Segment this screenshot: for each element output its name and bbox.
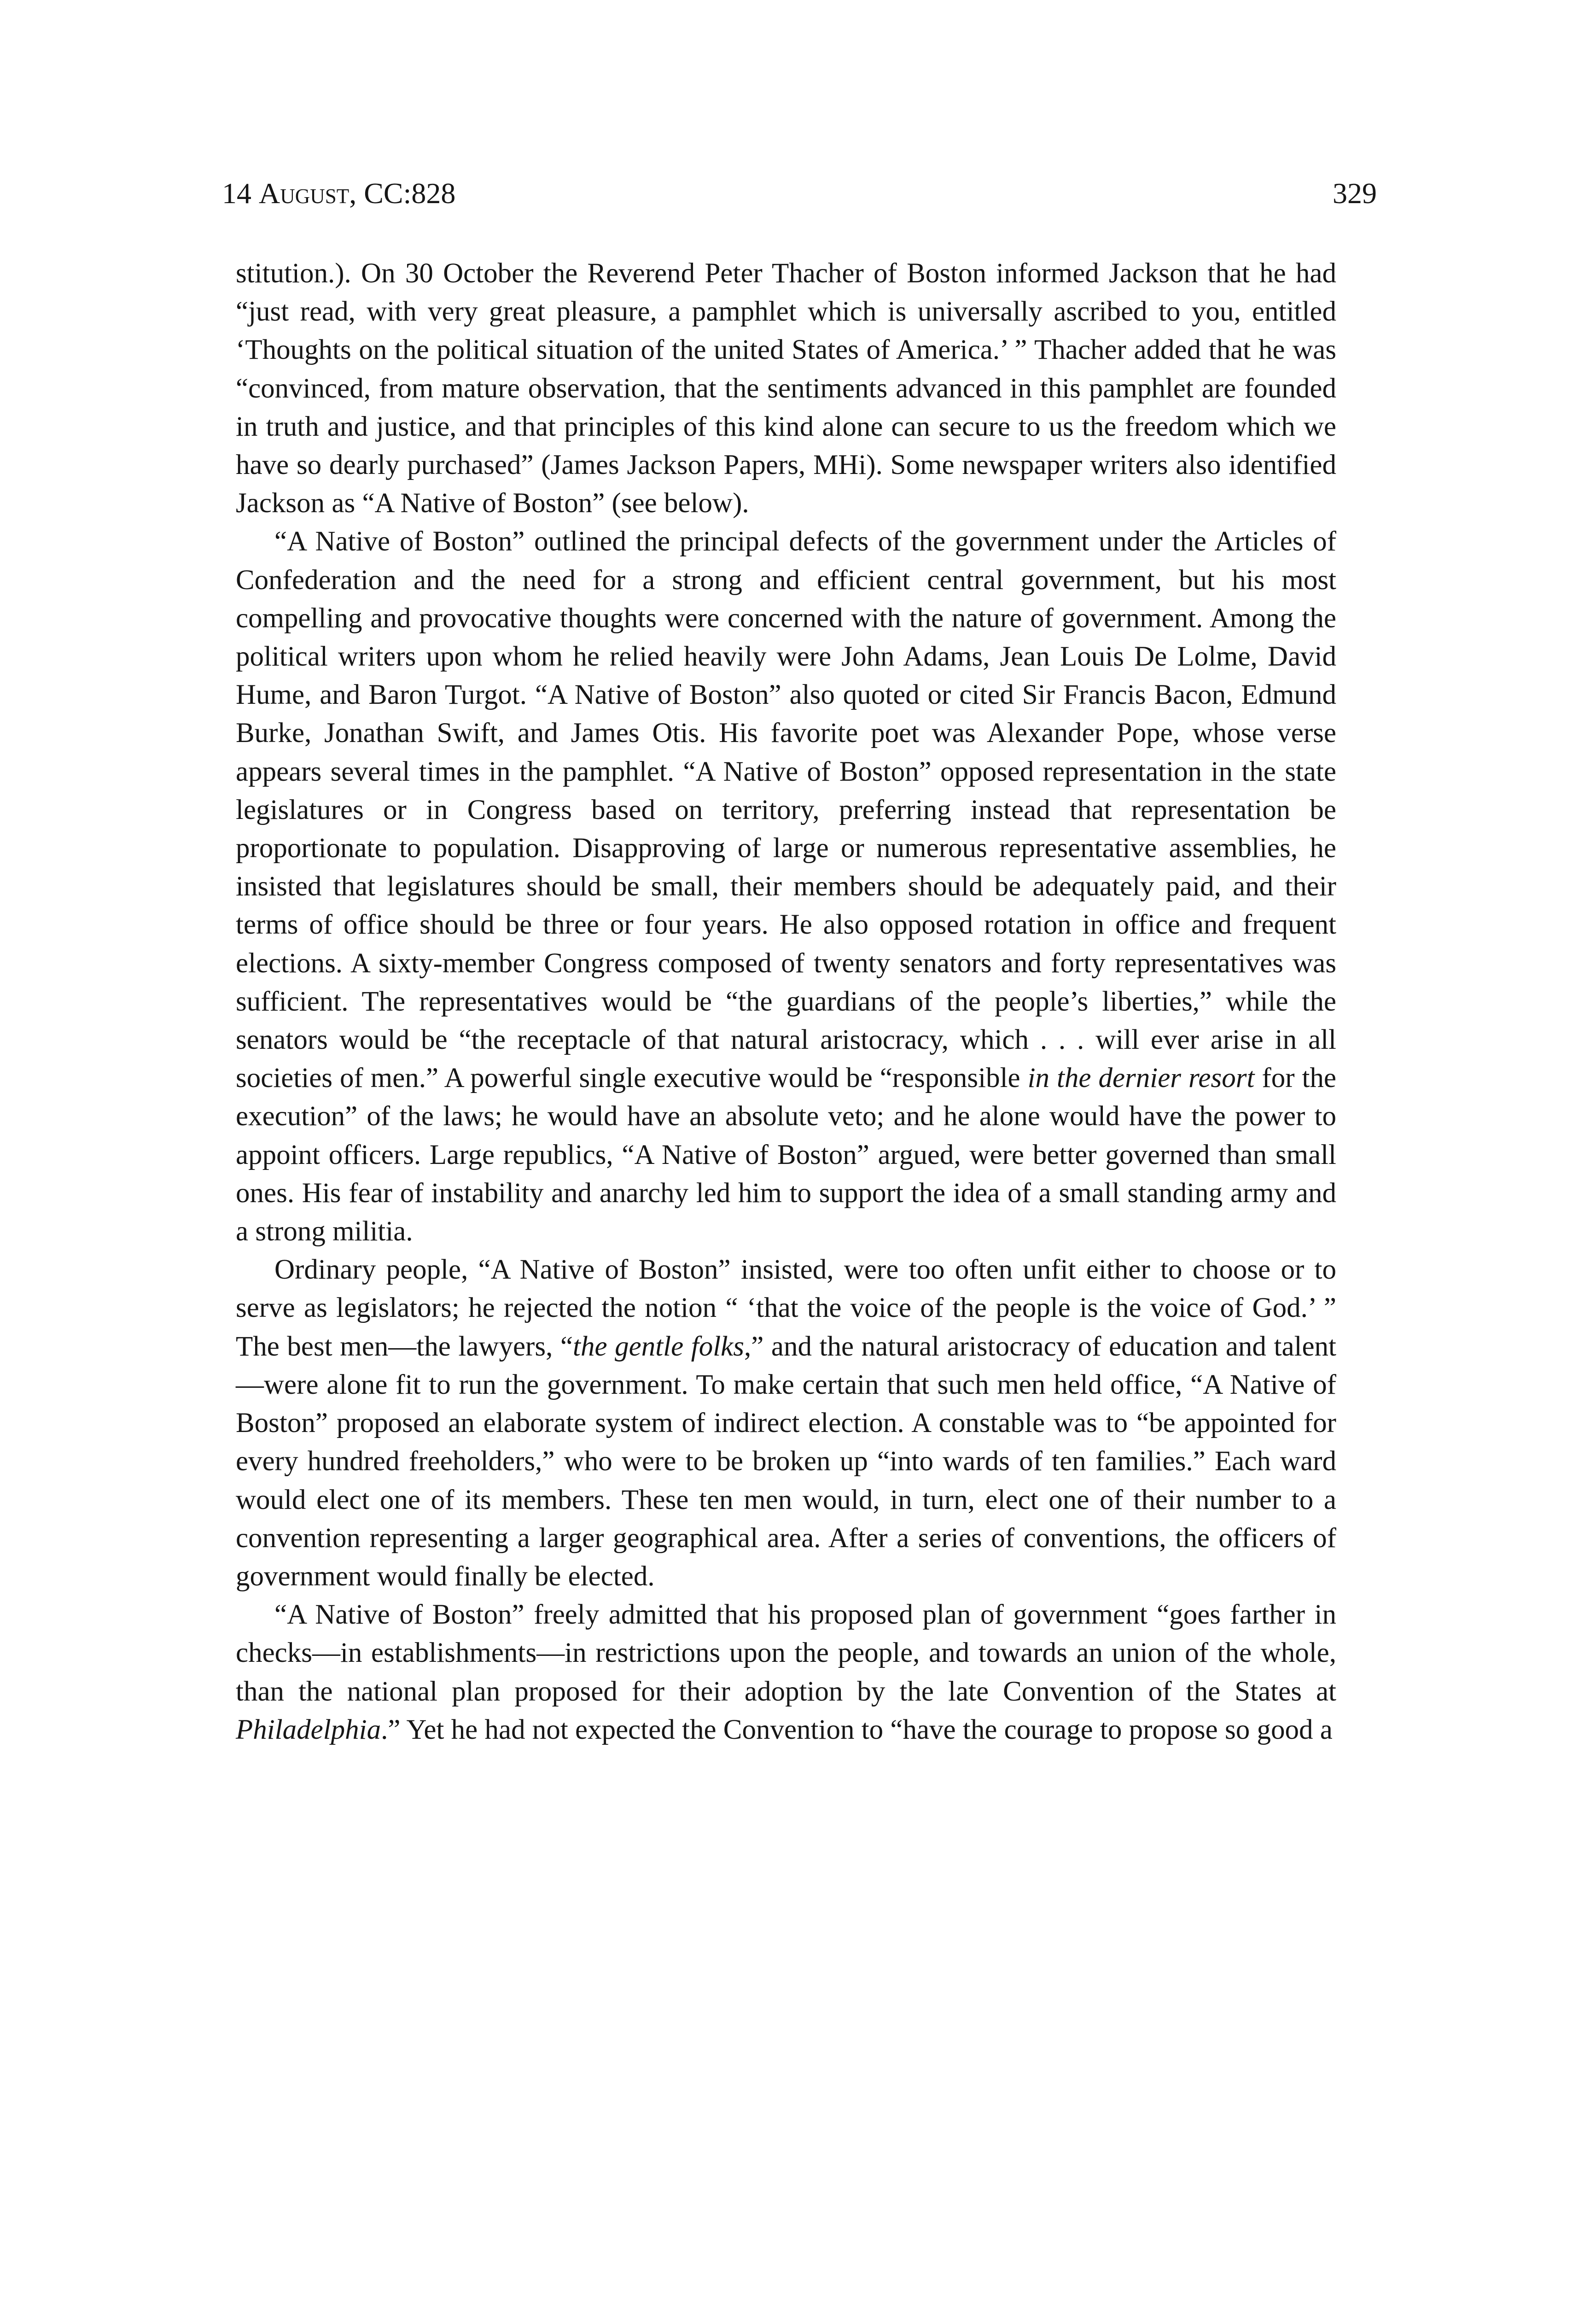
header-date: 14 (222, 177, 259, 210)
running-head (222, 171, 1377, 216)
header-citation: , CC:828 (349, 177, 456, 210)
text-run: stitution.). On 30 October the Reverend Peter Thacher of Boston informed Jackson that he had “just read, with very great pleasure, a pamphlet which is universally ascribed to you, entitled ‘Thoughts on the political situation of the united States of America.’ ” Thacher added that he was “convinced, from mature observation, that the sentiments advanced in this pamphlet are founded in truth and justice, and that principles of this kind alone can secure to us the freedom which we have so dearly purchased” (James Jackson Papers, MHi). Some newspaper writers also identified Jackson as “A Native of Boston” (see below). (236, 258, 1336, 519)
paragraph-native-of-boston-outline (236, 522, 1336, 1251)
italic-text-run: the gentle folks (573, 1331, 744, 1362)
page-number: 329 (1333, 177, 1377, 210)
paragraph-proposed-plan (236, 1596, 1336, 1749)
text-run: “A Native of Boston” outlined the principal defects of the government under the Articles of Confederation and the need for a strong and efficient central government, but his most compelling and provocative thoughts were concerned with the nature of government. Among the political writers upon whom he relied heavily were John Adams, Jean Louis De Lolme, David Hume, and Baron Turgot. “A Native of Boston” also quoted or cited Sir Francis Bacon, Edmund Burke, Jonathan Swift, and James Otis. His favorite poet was Alexander Pope, whose verse appears several times in the pamphlet. “A Native of Boston” opposed representation in the state legislatures or in Congress based on territory, preferring instead that representation be proportionate to population. Disapproving of large or numerous representative assemblies, he insisted that legislatures should be small, their members should be adequately paid, and their terms of office should be three or four years. He also opposed rotation in office and frequent elections. A sixty-member Congress composed of twenty senators and forty representatives was sufficient. The representatives would be “the guardians of the people’s liberties,” while the senators would be “the receptacle of that natural aristocracy, which . . . will ever arise in all societies of men.” A powerful single executive would be “responsible (236, 526, 1336, 1094)
header-month: August (259, 177, 349, 210)
text-run: for the execution” of the laws; he would have an absolute veto; and he alone would have the power to appoint officers. Large republics, “A Native of Boston” argued, were better governed than small ones. His fear of instability and anarchy led him to support the idea of a small standing army and a strong militia. (236, 1063, 1336, 1247)
italic-text-run: Philadelphia (236, 1714, 381, 1745)
text-run: “A Native of Boston” freely admitted that his proposed plan of government “goes farther in checks—in establishments—in restrictions upon the people, and towards an union of the whole, than the national plan proposed for their adoption by the late Convention of the States at (236, 1599, 1336, 1707)
text-run: ,” and the natural aristocracy of education and talent—were alone fit to run the government. To make certain that such men held office, “A Native of Boston” proposed an elaborate system of indirect election. A constable was to “be appointed for every hundred freeholders,” who were to be broken up “into wards of ten families.” Each ward would elect one of its members. These ten men would, in turn, elect one of their number to a convention representing a larger geographical area. After a series of conventions, the officers of government would finally be elected. (236, 1331, 1336, 1592)
running-head-citation (222, 171, 455, 216)
text-run: .” Yet he had not expected the Convention to “have the courage to propose so good a (381, 1714, 1333, 1745)
italic-text-run: in the dernier resort (1027, 1063, 1255, 1094)
paragraph-ordinary-people (236, 1251, 1336, 1596)
paragraph-continued (236, 254, 1336, 522)
text-run: Ordinary people, “A Native of Boston” insisted, were too often unfit either to choose or to serve as legislators; he rejected the notion “ ‘that the voice of the people is the voice of God.’ ” The best men—the lawyers, “ (236, 1254, 1336, 1362)
body-text (236, 254, 1336, 1749)
